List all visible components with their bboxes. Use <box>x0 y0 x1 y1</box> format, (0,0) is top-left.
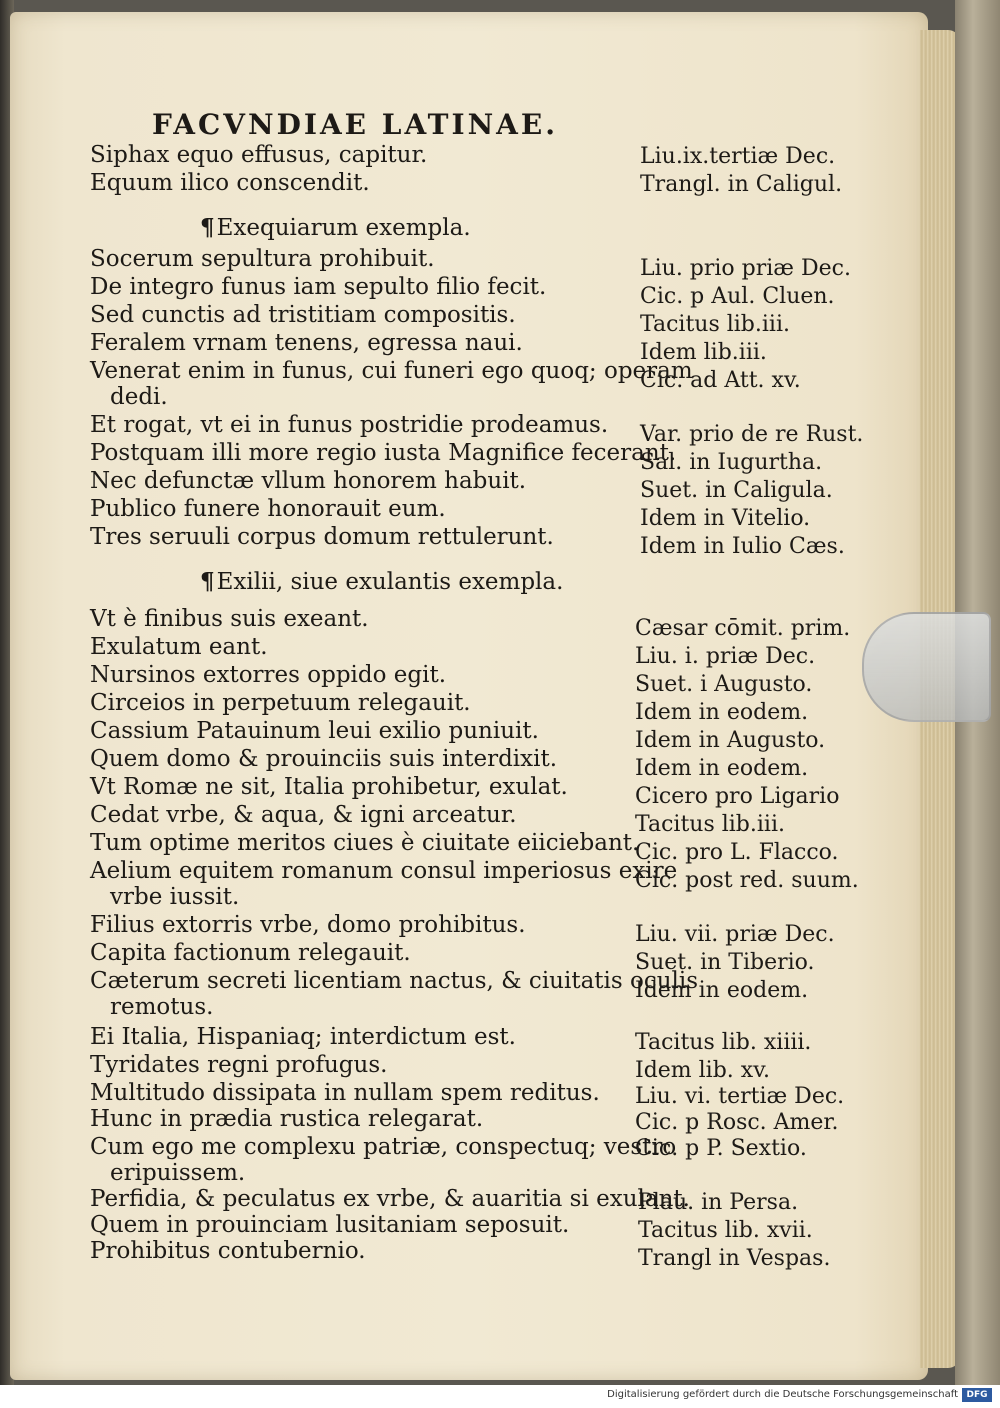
entry-ref: Liu.ix.tertiæ Dec. <box>640 144 836 169</box>
entry-text: Multitudo dissipata in nullam spem reditus. <box>90 1080 600 1106</box>
entry-text: Quem in prouinciam lusitaniam seposuit. <box>90 1212 570 1238</box>
entry-text: Capita factionum relegauit. <box>90 940 411 966</box>
dfg-logo-icon: DFG <box>962 1388 992 1402</box>
entry-ref: Cic. p Aul. Cluen. <box>640 284 835 309</box>
entry-ref: Tacitus lib.iii. <box>635 812 785 837</box>
entry-ref: Trangl in Vespas. <box>638 1246 831 1271</box>
entry-ref: Idem in Vitelio. <box>640 506 811 531</box>
entry-ref: Liu. vi. tertiæ Dec. <box>635 1084 845 1109</box>
entry-text: Quem domo & prouinciis suis interdixit. <box>90 746 558 772</box>
entry-ref: Cic. post red. suum. <box>635 868 859 893</box>
entry-text: Tyridates regni profugus. <box>90 1052 388 1078</box>
entry-text: Tum optime meritos ciues è ciuitate eiiciebant. <box>90 830 640 856</box>
entry-text-continued: eripuissem. <box>110 1160 246 1186</box>
entry-ref: Suet. i Augusto. <box>635 672 813 697</box>
entry-ref: Tacitus lib.iii. <box>640 312 790 337</box>
entry-text: Et rogat, vt ei in funus postridie prodeamus. <box>90 412 609 438</box>
entry-ref: Cæsar cōmit. prim. <box>635 616 851 641</box>
entry-text-continued: remotus. <box>110 994 214 1020</box>
entry-text: Vt Romæ ne sit, Italia prohibetur, exulat. <box>90 774 568 800</box>
section-heading <box>200 568 563 595</box>
entry-ref: Cic. pro L. Flacco. <box>635 840 839 865</box>
entry-text: Perfidia, & peculatus ex vrbe, & auaritia si exulant. <box>90 1186 690 1212</box>
entry-ref: Idem in Augusto. <box>635 728 826 753</box>
entry-ref: Suet. in Caligula. <box>640 478 833 503</box>
running-header: FACVNDIAE LATINAE. <box>152 108 558 141</box>
entry-text: Tres seruuli corpus domum rettulerunt. <box>90 524 554 550</box>
entry-ref: Idem lib.iii. <box>640 340 767 365</box>
entry-ref: Suet. in Tiberio. <box>635 950 815 975</box>
entry-ref: Idem in eodem. <box>635 700 809 725</box>
entry-ref: Idem in Iulio Cæs. <box>640 534 845 559</box>
entry-ref: Tacitus lib. xiiii. <box>635 1030 812 1055</box>
entry-text-continued: dedi. <box>110 384 168 410</box>
entry-ref: Cicero pro Ligario <box>635 784 840 809</box>
entry-ref: Var. prio de re Rust. <box>640 422 864 447</box>
entry-ref: Cic. p Rosc. Amer. <box>635 1110 839 1135</box>
entry-ref: Liu. vii. priæ Dec. <box>635 922 835 947</box>
section-heading <box>200 214 471 241</box>
entry-ref: Liu. prio priæ Dec. <box>640 256 851 281</box>
footer-credit: Digitalisierung gefördert durch die Deutsche Forschungsgemeinschaft <box>607 1389 958 1400</box>
entry-ref: Idem in eodem. <box>635 756 809 781</box>
entry-ref: Liu. i. priæ Dec. <box>635 644 816 669</box>
entry-text: Venerat enim in funus, cui funeri ego quoq; operam <box>90 358 693 384</box>
entry-text: Publico funere honorauit eum. <box>90 496 446 522</box>
entry-ref: Sal. in Iugurtha. <box>640 450 823 475</box>
pilcrow-icon: ¶ <box>200 568 215 595</box>
entry-text: Cassium Patauinum leui exilio puniuit. <box>90 718 539 744</box>
entry-text: Nec defunctæ vllum honorem habuit. <box>90 468 527 494</box>
entry-ref: Idem in eodem. <box>635 978 809 1003</box>
entry-text: Socerum sepultura prohibuit. <box>90 246 435 272</box>
entry-ref: Cic. p P. Sextio. <box>635 1136 807 1161</box>
entry-text: Equum ilico conscendit. <box>90 170 370 196</box>
entry-text: Filius extorris vrbe, domo prohibitus. <box>90 912 526 938</box>
entry-text: Cum ego me complexu patriæ, conspectuq; vestro <box>90 1134 677 1160</box>
entry-text: Aelium equitem romanum consul imperiosus exire <box>90 858 678 884</box>
entry-text: Cæterum secreti licentiam nactus, & ciuitatis oculis <box>90 968 699 994</box>
entry-text: Vt è finibus suis exeant. <box>90 606 369 632</box>
entry-text: Sed cunctis ad tristitiam compositis. <box>90 302 516 328</box>
entry-ref: Trangl. in Caligul. <box>640 172 843 197</box>
entry-text: Nursinos extorres oppido egit. <box>90 662 447 688</box>
entry-text: Cedat vrbe, & aqua, & igni arceatur. <box>90 802 517 828</box>
entry-text: Circeios in perpetuum relegauit. <box>90 690 471 716</box>
entry-text: Exulatum eant. <box>90 634 268 660</box>
entry-text: Hunc in prædia rustica relegarat. <box>90 1106 484 1132</box>
entry-text: Ei Italia, Hispaniaq; interdictum est. <box>90 1024 516 1050</box>
entry-text: Prohibitus contubernio. <box>90 1238 366 1264</box>
entry-ref: Cic. ad Att. xv. <box>640 368 801 393</box>
entry-ref: Idem lib. xv. <box>635 1058 771 1083</box>
entry-text: De integro funus iam sepulto filio fecit. <box>90 274 547 300</box>
entry-text-continued: vrbe iussit. <box>110 884 240 910</box>
pilcrow-icon: ¶ <box>200 214 215 241</box>
section-heading-text: Exilii, siue exulantis exempla. <box>216 569 564 595</box>
footer-bar <box>0 1385 1000 1408</box>
entry-ref: Plau. in Persa. <box>638 1190 799 1215</box>
section-heading-text: Exequiarum exempla. <box>216 215 471 241</box>
entry-ref: Tacitus lib. xvii. <box>638 1218 813 1243</box>
entry-text: Feralem vrnam tenens, egressa naui. <box>90 330 523 356</box>
entry-text: Siphax equo effusus, capitur. <box>90 142 428 168</box>
entry-text: Postquam illi more regio iusta Magnifice fecerant. <box>90 440 677 466</box>
